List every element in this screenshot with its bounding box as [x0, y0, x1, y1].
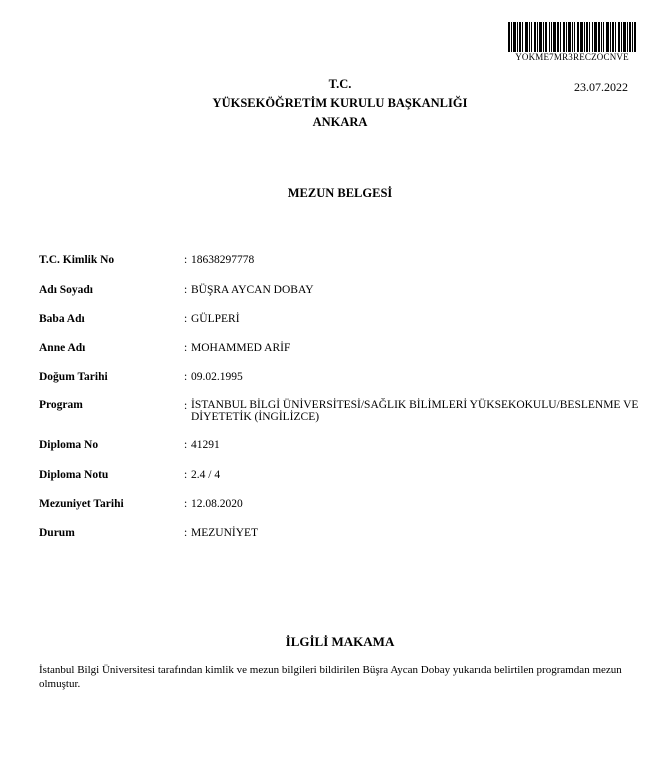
document-title: MEZUN BELGESİ	[287, 186, 393, 200]
barcode-code: YOKME7MR3RECZOCNVE	[515, 52, 629, 62]
field-colon: :	[184, 342, 188, 354]
barcode	[508, 22, 636, 52]
field-value: MOHAMMED ARİF	[191, 342, 291, 354]
field-colon: :	[184, 498, 188, 510]
field-colon: :	[184, 313, 188, 325]
field-label: Adı Soyadı	[39, 284, 94, 296]
field-colon: :	[184, 400, 188, 412]
field-value: 09.02.1995	[191, 371, 243, 383]
header-line-tc: T.C.	[328, 77, 352, 91]
field-label: Mezuniyet Tarihi	[39, 498, 124, 510]
field-value: 18638297778	[191, 254, 255, 266]
field-value: MEZUNİYET	[191, 527, 259, 539]
field-value: İSTANBUL BİLGİ ÜNİVERSİTESİ/SAĞLIK BİLİMLERİ YÜKSEKOKULU/BESLENME VE DİYETETİK (İNGİLİZCE)	[191, 399, 639, 423]
field-value: BÜŞRA AYCAN DOBAY	[191, 284, 314, 296]
field-colon: :	[184, 469, 188, 481]
field-label: Diploma Notu	[39, 469, 109, 481]
field-colon: :	[184, 371, 188, 383]
field-label: Diploma No	[39, 439, 99, 451]
field-label: Program	[39, 399, 83, 411]
field-value: 12.08.2020	[191, 498, 243, 510]
statement-text: İstanbul Bilgi Üniversitesi tarafından kimlik ve mezun bilgileri bildirilen Büşra Aycan Dobay yukarıda belirtilen programdan mezun olmuştur.	[39, 664, 622, 690]
header-line-institution: YÜKSEKÖĞRETİM KURULU BAŞKANLIĞI	[212, 96, 468, 110]
field-value: 41291	[191, 439, 220, 451]
section-title: İLGİLİ MAKAMA	[285, 634, 395, 649]
field-colon: :	[184, 439, 188, 451]
field-label: Durum	[39, 527, 75, 539]
field-colon: :	[184, 284, 188, 296]
field-value: 2.4 / 4	[191, 469, 221, 481]
header-line-city: ANKARA	[312, 115, 368, 129]
field-colon: :	[184, 254, 188, 266]
issue-date: 23.07.2022	[574, 80, 628, 94]
field-label: Baba Adı	[39, 313, 85, 325]
field-label: Doğum Tarihi	[39, 371, 108, 383]
field-label: T.C. Kimlik No	[39, 254, 115, 266]
field-value: GÜLPERİ	[191, 313, 240, 325]
field-colon: :	[184, 527, 188, 539]
field-label: Anne Adı	[39, 342, 86, 354]
